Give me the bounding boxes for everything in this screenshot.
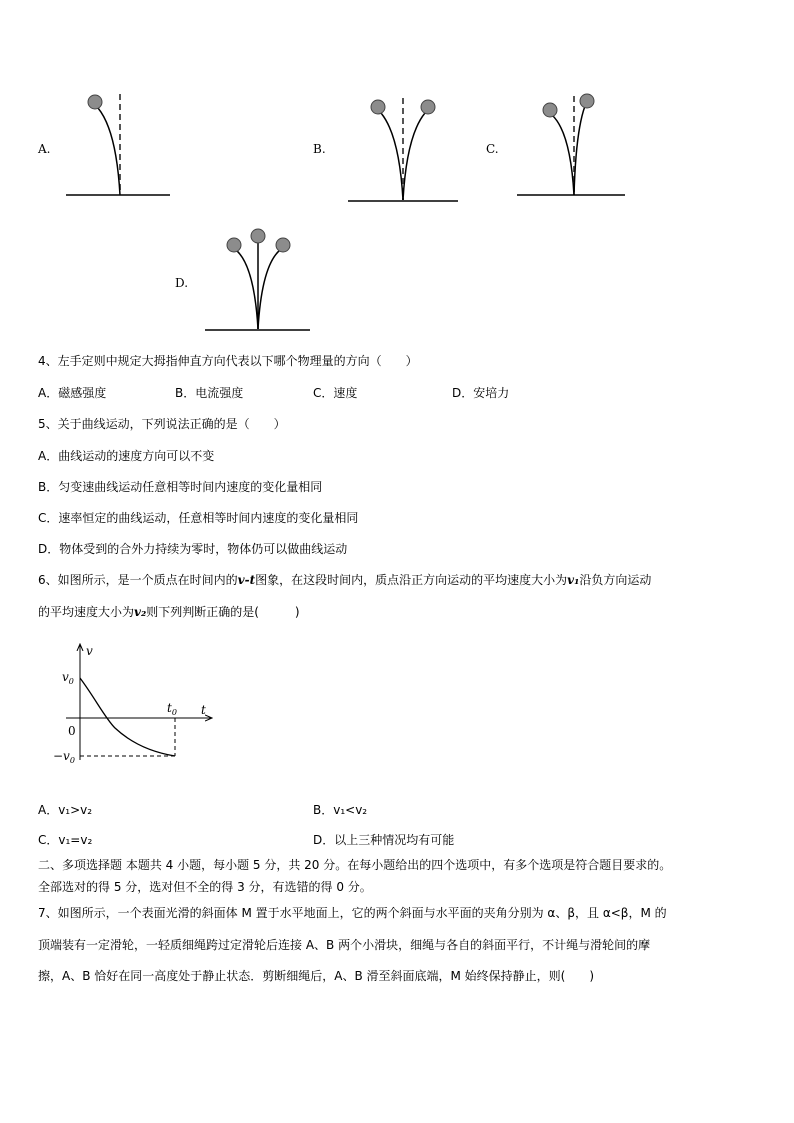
q4-option-c: C．速度 — [313, 386, 358, 400]
q6-stem-part: 的平均速度大小为 — [38, 605, 135, 619]
q5-option-c: C．速率恒定的曲线运动，任意相等时间内速度的变化量相同 — [38, 511, 359, 525]
q6-option-c: C．v₁=v₂ — [38, 833, 93, 847]
q7-line3: 擦，A、B 恰好在同一高度处于静止状态．剪断细绳后，A、B 滑至斜面底端，M 始终保持静止，则( ) — [38, 969, 595, 983]
q5-stem: 5、关于曲线运动，下列说法正确的是（ ） — [38, 417, 286, 431]
vt-curve — [80, 678, 175, 756]
q4-option-d: D．安培力 — [452, 386, 510, 400]
q4-option-a: A．磁感强度 — [38, 386, 107, 400]
axis-v-label: v — [86, 644, 93, 658]
q5-option-d: D．物体受到的合外力持续为零时，物体仍可以做曲线运动 — [38, 542, 348, 556]
option-d-label: D. — [175, 276, 189, 290]
origin-label: 0 — [68, 724, 76, 738]
q4-stem: 4、左手定则中规定大拇指伸直方向代表以下哪个物理量的方向（ ） — [38, 354, 418, 368]
section2-line1: 二、多项选择题 本题共 4 小题，每小题 5 分，共 20 分。在每小题给出的四个选项中，有多个选项是符合题目要求的。 — [38, 858, 672, 872]
q6-option-d: D．以上三种情况均有可能 — [313, 833, 455, 847]
q6-vt-symbol: v-t — [237, 573, 256, 587]
q6-option-b: B．v₁<v₂ — [313, 803, 368, 817]
q6-v2-symbol: v₂ — [134, 605, 147, 619]
option-b-label: B. — [313, 142, 326, 156]
section2-line2: 全部选对的得 5 分，选对但不全的得 3 分，有选错的得 0 分。 — [38, 880, 372, 894]
axis-t-label: t — [201, 703, 206, 717]
q6-stem-part: 沿负方向运动 — [579, 573, 652, 587]
neg-v0-label: $-v_0$ — [53, 749, 75, 765]
q6-stem-part: 6、如图所示，是一个质点在时间内的 — [38, 573, 238, 587]
q6-option-a: A．v₁>v₂ — [38, 803, 93, 817]
q5-option-b: B．匀变速曲线运动任意相等时间内速度的变化量相同 — [38, 480, 323, 494]
q6-v1-symbol: v₁ — [567, 573, 580, 587]
q6-stem-part: 则下列判断正确的是( ) — [146, 605, 300, 619]
q7-line1: 7、如图所示，一个表面光滑的斜面体 M 置于水平地面上，它的两个斜面与水平面的夹角分别为 α、β，且 α<β，M 的 — [38, 906, 667, 920]
q4-option-b: B．电流强度 — [175, 386, 244, 400]
q6-stem-part: 图象，在这段时间内，质点沿正方向运动的平均速度大小为 — [255, 573, 568, 587]
option-a-label: A. — [38, 142, 51, 156]
v0-label: $v_0$ — [62, 670, 74, 686]
option-c-label: C. — [486, 142, 499, 156]
q5-option-a: A．曲线运动的速度方向可以不变 — [38, 449, 215, 463]
q7-line2: 顶端装有一定滑轮，一轻质细绳跨过定滑轮后连接 A、B 两个小滑块，细绳与各自的斜面平行，不计绳与滑轮间的摩 — [38, 938, 651, 952]
t0-label: $t_0$ — [167, 701, 177, 717]
